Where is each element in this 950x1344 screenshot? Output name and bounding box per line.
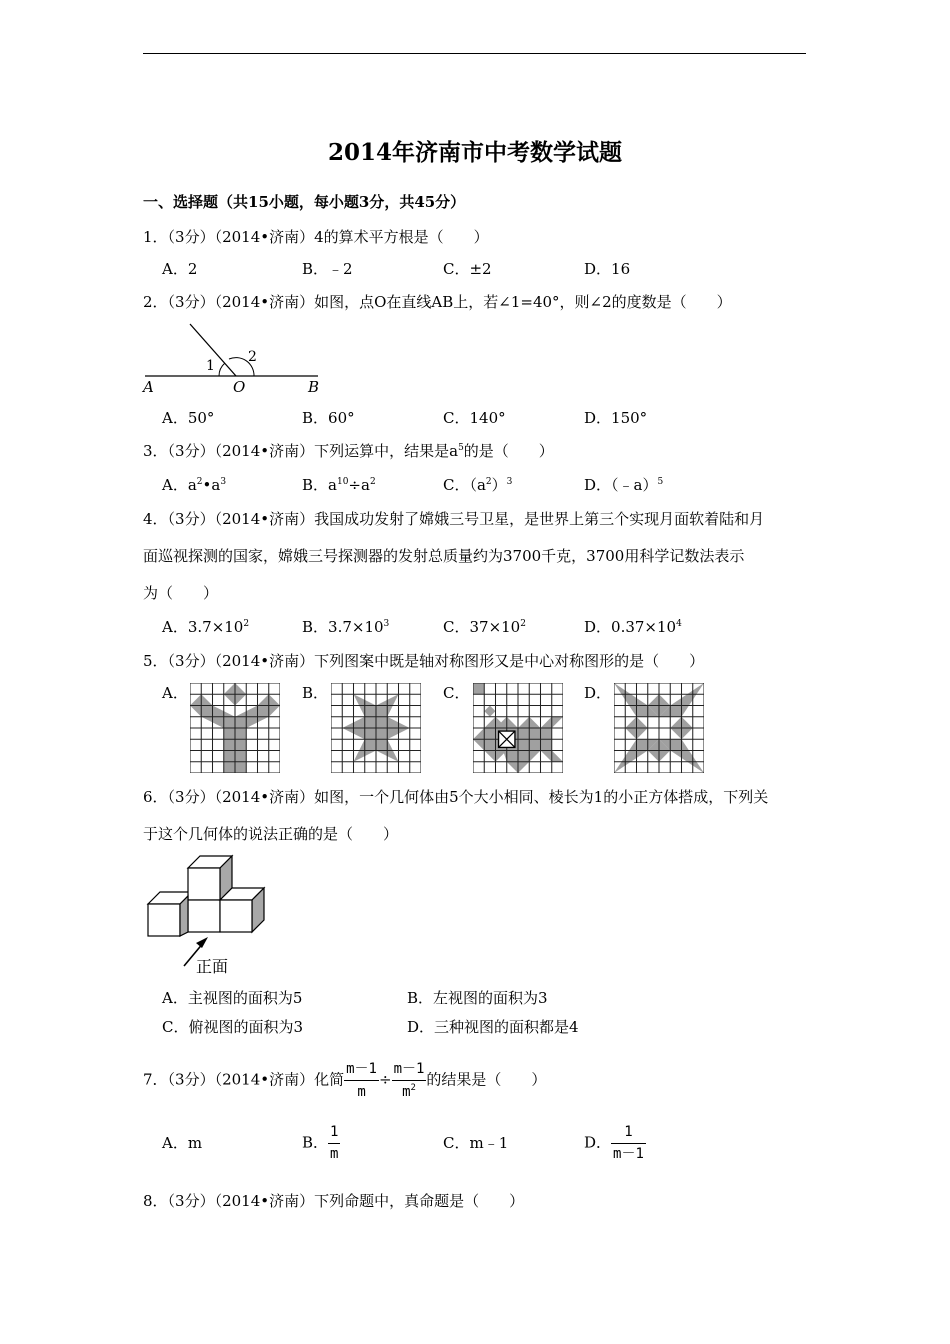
q7-option-c: C．m﹣1	[443, 1134, 509, 1152]
q1-option-d: D．16	[584, 260, 631, 278]
q5-pattern-a	[190, 683, 280, 773]
q5-option-b-label: B．	[302, 684, 329, 702]
section-heading: 一、选择题（共15小题，每小题3分，共45分）	[143, 193, 466, 211]
q6-cube-figure	[140, 852, 280, 980]
q4-line-3: 为（ ）	[143, 584, 219, 602]
q2-option-a: A．50°	[162, 409, 215, 427]
q5-stem: 5．（3分）（2014•济南）下列图案中既是轴对称图形又是中心对称图形的是（ ）	[143, 652, 705, 670]
q1-option-a: A．2	[162, 260, 198, 278]
q1-option-b: B．﹣2	[302, 260, 353, 278]
q2-figure	[140, 318, 330, 398]
q6-option-b: B．左视图的面积为3	[407, 989, 548, 1007]
q7-option-a: A．m	[162, 1134, 203, 1152]
q6-line-1: 6．（3分）（2014•济南）如图，一个几何体由5个大小相同、棱长为1的小正方体搭成，下列关	[143, 788, 769, 806]
q2-option-d: D．150°	[584, 409, 648, 427]
header-rule	[143, 53, 806, 54]
q6-option-a: A．主视图的面积为5	[162, 989, 303, 1007]
q5-pattern-c	[473, 683, 563, 773]
q4-option-c: C．$37\times 10^2$	[443, 618, 526, 636]
label-b: B	[308, 378, 320, 396]
label-angle-1: 1	[206, 358, 215, 374]
q4-line-2: 面巡视探测的国家，嫦娥三号探测器的发射总质量约为3700千克，3700用科学记数法表示	[143, 547, 745, 565]
q2-option-c: C．140°	[443, 409, 506, 427]
q1-stem: 1．（3分）（2014•济南）4的算术平方根是（ ）	[143, 228, 489, 246]
q4-option-b: B．$3.7\times 10^3$	[302, 618, 390, 636]
q6-option-d: D．三种视图的面积都是4	[407, 1018, 579, 1036]
q5-option-c-label: C．	[443, 684, 470, 702]
q4-option-d: D．$0.37\times 10^4$	[584, 618, 682, 636]
q3-option-a: A．$a^2•a^3$	[162, 476, 227, 494]
q6-line-2: 于这个几何体的说法正确的是（ ）	[143, 825, 399, 843]
q2-stem: 2．（3分）（2014•济南）如图，点O在直线AB上，若∠1=40°，则∠2的度数是（ ）	[143, 293, 732, 311]
q5-option-a-label: A．	[162, 684, 188, 702]
page-title: 2014年济南市中考数学试题	[327, 139, 622, 166]
label-o: O	[233, 378, 246, 396]
q7-fraction-1: $\frac{m-1}{m}$	[344, 1058, 379, 1103]
q6-option-c: C．俯视图的面积为3	[162, 1018, 304, 1036]
q7-fraction-2: $\frac{m-1}{m^2}$	[392, 1058, 427, 1103]
q5-pattern-b	[331, 683, 421, 773]
q7-option-b: B． $\frac{1}{m}$	[302, 1122, 340, 1165]
q5-option-d-label: D．	[584, 684, 612, 702]
q3-option-b: B．$a^{10}\div a^2$	[302, 476, 376, 494]
q4-line-1: 4．（3分）（2014•济南）我国成功发射了嫦娥三号卫星，是世界上第三个实现月面软着陆和月	[143, 510, 765, 528]
q5-pattern-d	[614, 683, 704, 773]
front-view-caption: 正面	[196, 957, 229, 976]
label-angle-2: 2	[248, 349, 257, 365]
q8-stem: 8．（3分）（2014•济南）下列命题中，真命题是（ ）	[143, 1192, 525, 1210]
q1-option-c: C．±2	[443, 260, 492, 278]
q7-stem: 7．（3分）（2014•济南）化简 $\frac{m-1}{m}$ ÷ $\frac{m-1}{m^2}$ 的结果是（ ）	[143, 1058, 546, 1103]
label-a: A	[143, 378, 154, 396]
q3-option-c: C．$(a^2)^3$	[443, 476, 513, 494]
q3-stem: 3．（3分）（2014•济南）下列运算中，结果是$a^5$的是（ ）	[143, 442, 554, 460]
q7-option-d: D． $\frac{1}{m-1}$	[584, 1122, 646, 1165]
q2-option-b: B．60°	[302, 409, 355, 427]
q4-option-a: A．$3.7\times 10^2$	[162, 618, 250, 636]
q3-option-d: D．（﹣a）$^5$	[584, 476, 664, 494]
